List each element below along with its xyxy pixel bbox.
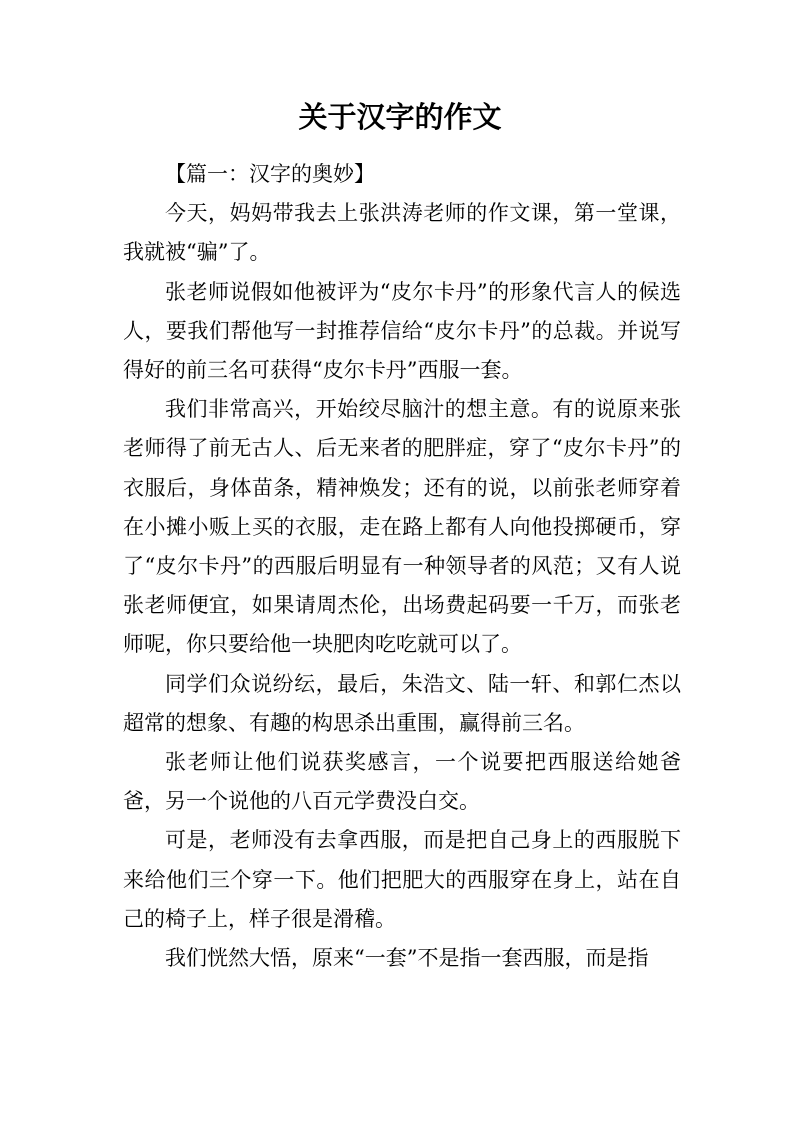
paragraph: 张老师说假如他被评为“皮尔卡丹”的形象代言人的候选人，要我们帮他写一封推荐信给“皮尔卡丹”的总裁。并说写得好的前三名可获得“皮尔卡丹”西服一套。 xyxy=(123,279,681,383)
paragraph: 同学们众说纷纭，最后，朱浩文、陆一轩、和郭仁杰以超常的想象、有趣的构思杀出重围，赢得前三名。 xyxy=(123,671,681,735)
paragraph: 我们恍然大悟，原来“一套”不是指一套西服，而是指 xyxy=(165,946,649,971)
document-body xyxy=(123,155,681,978)
document-title: 关于汉字的作文 xyxy=(298,100,502,134)
paragraph: 可是，老师没有去拿西服，而是把自己身上的西服脱下来给他们三个穿一下。他们把肥大的西服穿在身上，站在自己的椅子上，样子很是滑稽。 xyxy=(123,828,681,931)
paragraph: 张老师让他们说获奖感言，一个说要把西服送给她爸爸，另一个说他的八百元学费没白交。 xyxy=(123,750,681,814)
paragraph: 今天，妈妈带我去上张洪涛老师的作文课，第一堂课，我就被“骗”了。 xyxy=(123,201,681,265)
section-label: 【篇一：汉字的奥妙】 xyxy=(165,162,375,186)
paragraph: 我们非常高兴，开始绞尽脑汁的想主意。有的说原来张老师得了前无古人、后无来者的肥胖症，穿了“皮尔卡丹”的衣服后，身体苗条，精神焕发；还有的说，以前张老师穿着在小摊小贩上买的衣服，走在路上都有人向他投掷硬币，穿了“皮尔卡丹”的西服后明显有一种领导者的风范；又有人说张老师便宜，如果请周杰伦，出场费起码要一千万，而张老师呢，你只要给他一块肥肉吃吃就可以了。 xyxy=(123,397,681,657)
